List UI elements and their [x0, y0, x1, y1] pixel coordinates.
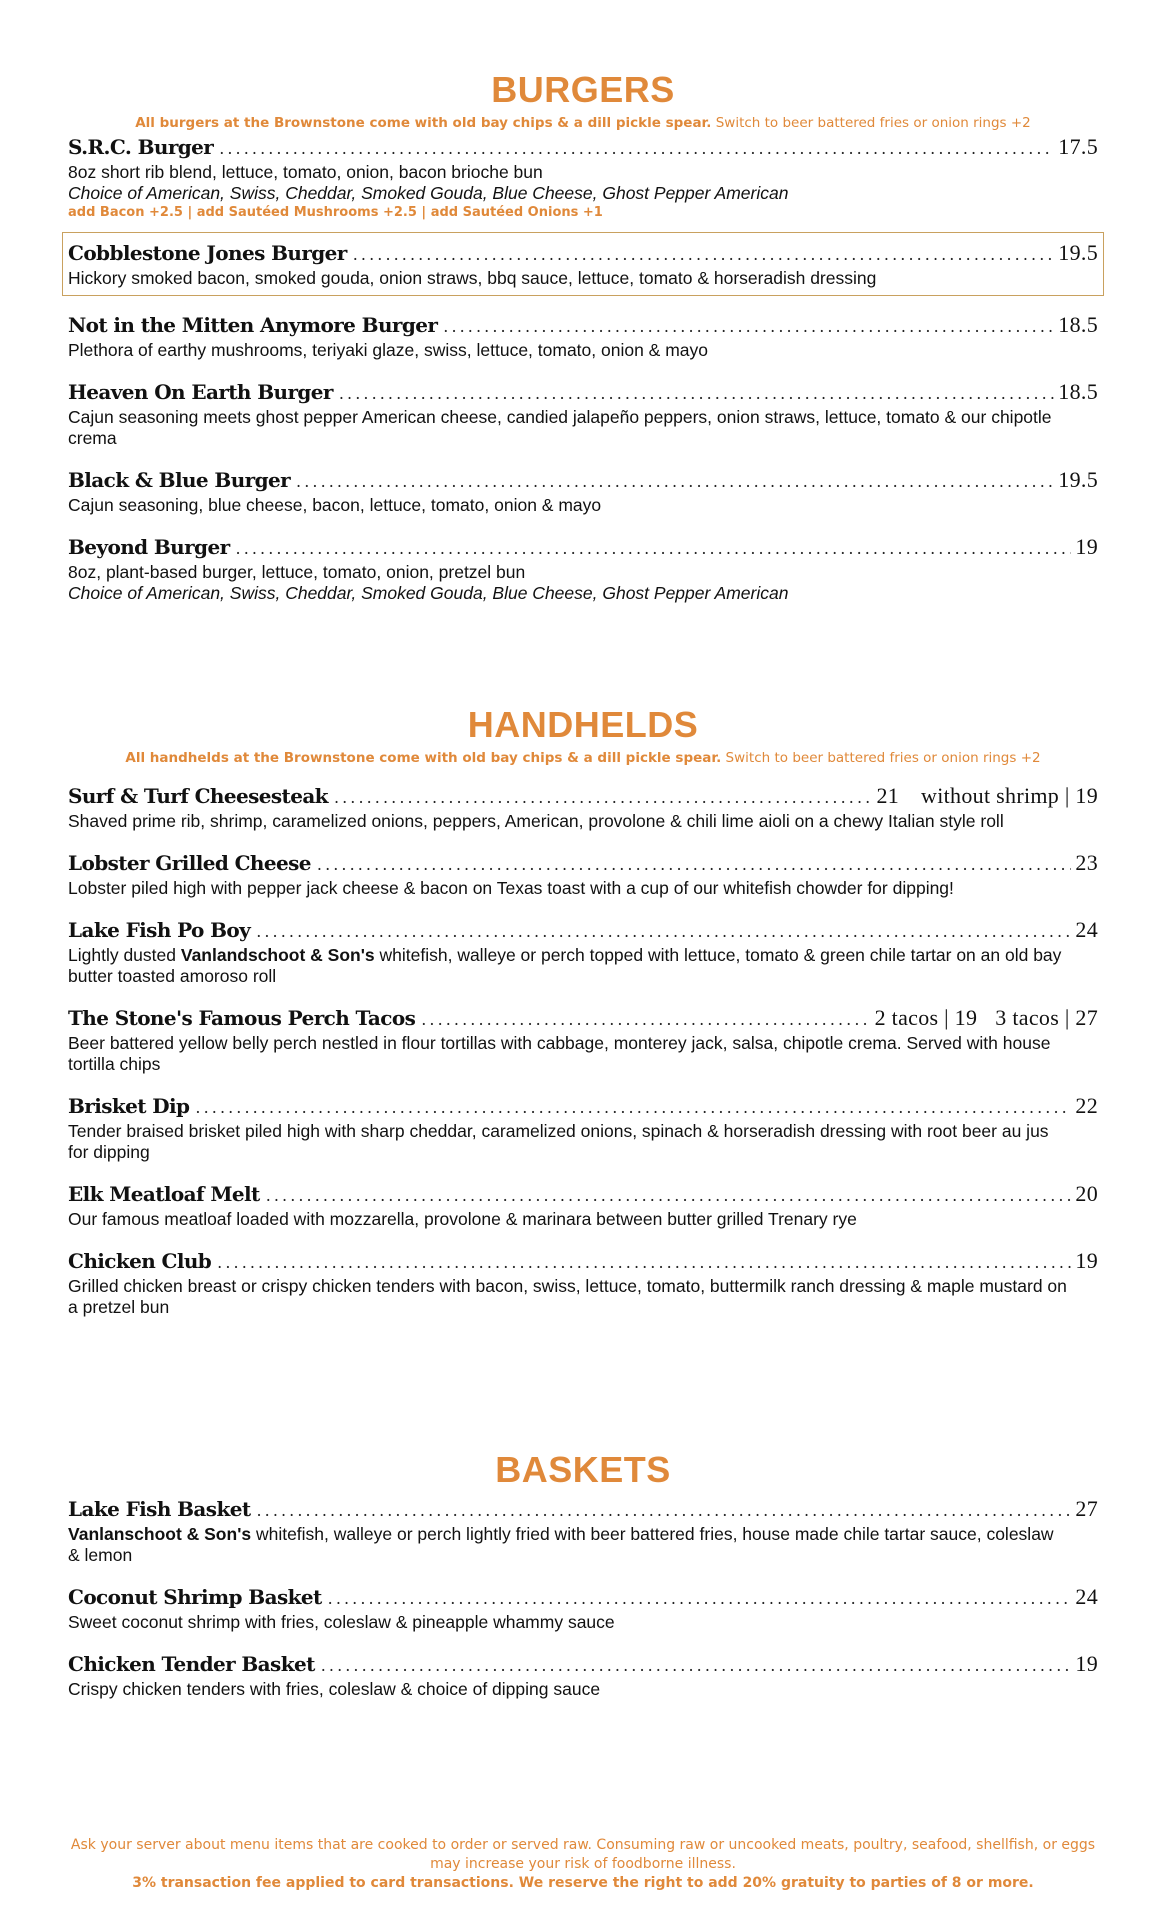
item-name: Lobster Grilled Cheese: [68, 851, 311, 875]
item-description: Plethora of earthy mushrooms, teriyaki glaze, swiss, lettuce, tomato, onion & mayo: [68, 340, 709, 360]
item-description: Beer battered yellow belly perch nestled in flour tortillas with cabbage, monterey jack, salsa, chipotle crema. Served with house tortilla chips: [68, 1033, 1051, 1074]
dot-leader: [195, 1098, 1071, 1117]
dot-leader: [219, 139, 1054, 158]
menu-item: [68, 379, 1098, 449]
item-description: Tender braised brisket piled high with sharp cheddar, caramelized onions, spinach & horseradish dressing with root beer au jus for dipping: [68, 1121, 1049, 1162]
item-description: Cajun seasoning meets ghost pepper American cheese, candied jalapeño peppers, onion straws, lettuce, tomato & our chipotle crema: [68, 407, 1052, 448]
item-name: Lake Fish Basket: [68, 1497, 251, 1521]
item-addons: add Bacon +2.5 | add Sautéed Mushrooms +2.5 | add Sautéed Onions +1: [68, 205, 603, 220]
item-description: Lobster piled high with pepper jack cheese & bacon on Texas toast with a cup of our whitefish chowder for dipping!: [68, 878, 954, 898]
item-price: 19.5: [1058, 467, 1098, 492]
menu-item: [68, 917, 1098, 987]
baskets-section: [68, 1450, 1098, 1700]
menu-item: [68, 1093, 1098, 1163]
item-name: Elk Meatloaf Melt: [68, 1182, 260, 1206]
featured-box: [62, 232, 1104, 296]
menu-item: [68, 1005, 1098, 1075]
item-name: S.R.C. Burger: [68, 135, 214, 159]
item-description: Hickory smoked bacon, smoked gouda, onion straws, bbq sauce, lettuce, tomato & horseradish dressing: [68, 268, 877, 288]
dot-leader: [317, 855, 1072, 874]
item-name: Coconut Shrimp Basket: [68, 1585, 322, 1609]
item-price-alt: 3 tacos | 27: [995, 1005, 1098, 1030]
menu-item-featured: [68, 240, 1098, 289]
item-name: Not in the Mitten Anymore Burger: [68, 313, 438, 337]
dot-leader: [256, 922, 1071, 941]
item-price: 24: [1075, 1584, 1098, 1609]
menu-item: [68, 850, 1098, 899]
fee-notice: 3% transaction fee applied to card transactions. We reserve the right to add 20% gratuity to parties of 8 or more.: [132, 1875, 1034, 1891]
item-description: Vanlanschoot & Son's whitefish, walleye or perch lightly fried with beer battered fries, house made chile tartar sauce, coleslaw & lemon: [68, 1524, 1054, 1565]
section-title: BASKETS: [495, 1449, 671, 1490]
menu-item: [68, 1181, 1098, 1230]
item-price: 19: [1075, 1248, 1098, 1273]
menu-item: [68, 1496, 1098, 1566]
item-description: 8oz, plant-based burger, lettuce, tomato, onion, pretzel bun: [68, 562, 526, 582]
item-price: 23: [1075, 850, 1098, 875]
item-price-alt: without shrimp | 19: [921, 783, 1098, 808]
item-name: Lake Fish Po Boy: [68, 918, 251, 942]
dot-leader: [296, 472, 1054, 491]
item-price: 17.5: [1058, 134, 1098, 159]
section-title: HANDHELDS: [467, 704, 699, 745]
dot-leader: [236, 539, 1072, 558]
menu-item: [68, 1248, 1098, 1318]
item-price: 19: [1075, 534, 1098, 559]
item-description: Crispy chicken tenders with fries, coleslaw & choice of dipping sauce: [68, 1679, 601, 1699]
item-note: Choice of American, Swiss, Cheddar, Smoked Gouda, Blue Cheese, Ghost Pepper American: [68, 183, 789, 203]
section-subtitle: All handhelds at the Brownstone come with old bay chips & a dill pickle spear. Switch to beer battered fries or onion rings +2: [125, 750, 1041, 766]
menu-item: [68, 134, 1098, 222]
dot-leader: [256, 1501, 1071, 1520]
item-name: Chicken Club: [68, 1249, 212, 1273]
item-price: 22: [1075, 1093, 1098, 1118]
menu-item: [68, 1584, 1098, 1633]
section-subtitle: All burgers at the Brownstone come with old bay chips & a dill pickle spear. Switch to beer battered fries or onion rings +2: [135, 115, 1031, 131]
item-name: Chicken Tender Basket: [68, 1652, 315, 1676]
food-safety-notice: Ask your server about menu items that are cooked to order or served raw. Consuming raw or uncooked meats, poultry, seafood, shellfish, or eggs may increase your risk of foodborne illness.: [70, 1837, 1096, 1872]
section-title: BURGERS: [491, 69, 675, 110]
item-name: Surf & Turf Cheesesteak: [68, 784, 328, 808]
item-description: Shaved prime rib, shrimp, caramelized onions, peppers, American, provolone & chili lime aioli on a chewy Italian style roll: [68, 811, 1004, 831]
item-name: The Stone's Famous Perch Tacos: [68, 1006, 416, 1030]
footer-disclaimer: [68, 1836, 1098, 1893]
item-name: Black & Blue Burger: [68, 468, 291, 492]
dot-leader: [421, 1010, 870, 1029]
item-price: 21: [876, 783, 900, 808]
item-description: Lightly dusted Vanlandschoot & Son's whitefish, walleye or perch topped with lettuce, tomato & green chile tartar on an old bay butter toasted amoroso roll: [68, 945, 1062, 986]
dot-leader: [339, 384, 1054, 403]
item-description: Our famous meatloaf loaded with mozzarella, provolone & marinara between butter grilled Trenary rye: [68, 1209, 857, 1229]
item-price: 19.5: [1058, 240, 1098, 265]
handhelds-section: [68, 705, 1098, 1318]
item-price: 18.5: [1058, 379, 1098, 404]
item-note: Choice of American, Swiss, Cheddar, Smoked Gouda, Blue Cheese, Ghost Pepper American: [68, 583, 789, 603]
dot-leader: [334, 788, 873, 807]
item-description: Sweet coconut shrimp with fries, coleslaw & pineapple whammy sauce: [68, 1612, 615, 1632]
item-price: 24: [1075, 917, 1098, 942]
item-description: Grilled chicken breast or crispy chicken tenders with bacon, swiss, lettuce, tomato, buttermilk ranch dressing & maple mustard on a pretzel bun: [68, 1276, 1067, 1317]
menu-item: [68, 534, 1098, 604]
item-description: Cajun seasoning, blue cheese, bacon, lettuce, tomato, onion & mayo: [68, 495, 602, 515]
menu-item: [68, 312, 1098, 361]
menu-item: [68, 1651, 1098, 1700]
burgers-section: [68, 70, 1098, 604]
dot-leader: [328, 1589, 1072, 1608]
item-price: 2 tacos | 19: [874, 1005, 978, 1030]
dot-leader: [266, 1186, 1072, 1205]
menu-item: [68, 783, 1098, 832]
dot-leader: [217, 1253, 1071, 1272]
item-description: 8oz short rib blend, lettuce, tomato, onion, bacon brioche bun: [68, 162, 543, 182]
dot-leader: [321, 1656, 1072, 1675]
item-name: Heaven On Earth Burger: [68, 380, 333, 404]
item-name: Brisket Dip: [68, 1094, 190, 1118]
menu-item: [68, 467, 1098, 516]
supplier-name: Vanlanschoot & Son's: [68, 1524, 252, 1544]
item-price: 19: [1075, 1651, 1098, 1676]
dot-leader: [443, 317, 1054, 336]
item-name: Cobblestone Jones Burger: [68, 241, 347, 265]
item-price: 18.5: [1058, 312, 1098, 337]
supplier-name: Vanlandschoot & Son's: [180, 945, 375, 965]
item-price: 27: [1075, 1496, 1098, 1521]
item-price: 20: [1075, 1181, 1098, 1206]
item-name: Beyond Burger: [68, 535, 230, 559]
